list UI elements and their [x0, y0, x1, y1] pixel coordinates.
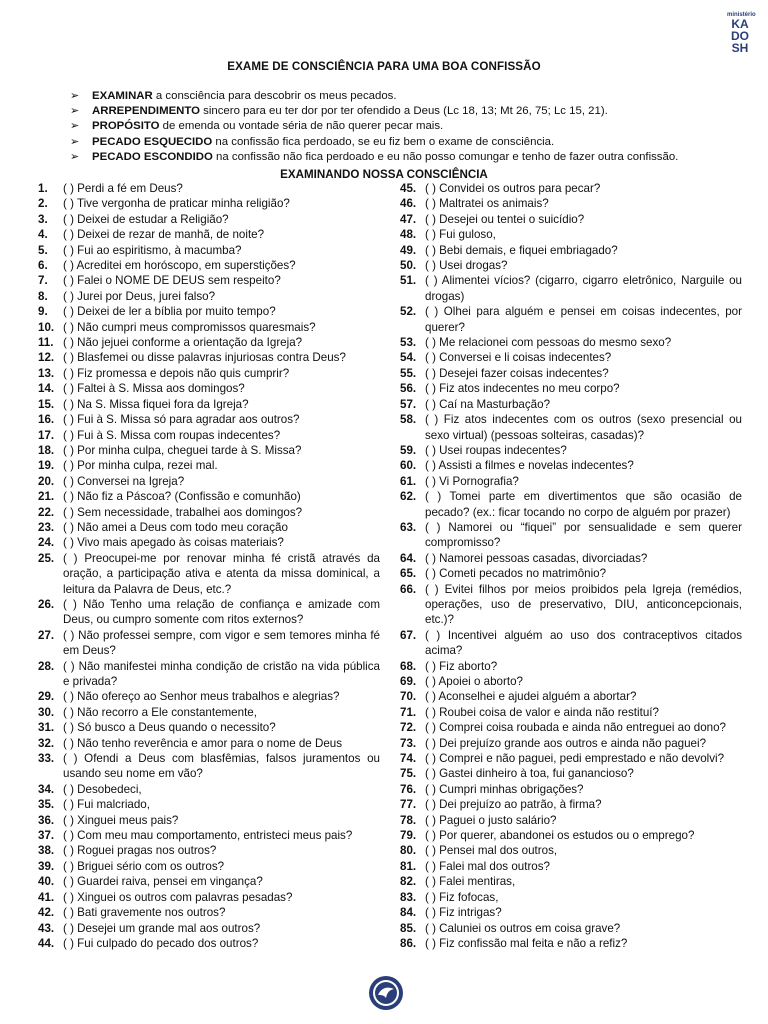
- question-text: ( ) Fui malcriado,: [63, 798, 150, 812]
- question-text: ( ) Dei prejuízo grande aos outros e ainda não paguei?: [425, 736, 707, 750]
- question-text: ( ) Só busco a Deus quando o necessito?: [63, 721, 276, 735]
- question-number: 60.: [400, 459, 417, 473]
- question-text: ( ) Fui guloso,: [425, 228, 496, 242]
- question-item: [400, 705, 742, 720]
- question-number: 83.: [400, 890, 417, 904]
- question-number: 75.: [400, 767, 417, 781]
- question-text: ( ) Jurei por Deus, jurei falso?: [63, 289, 216, 303]
- question-item: [38, 813, 380, 828]
- question-number: 70.: [400, 690, 417, 704]
- question-number: 73.: [400, 736, 417, 750]
- question-number: 2.: [38, 197, 48, 211]
- question-item: [400, 350, 742, 365]
- question-item: [400, 212, 742, 227]
- question-text: ( ) Desejei ou tentei o suicídio?: [425, 212, 585, 226]
- section-subtitle: EXAMINANDO NOSSA CONSCIÊNCIA: [280, 168, 488, 181]
- question-text: ( ) Apoiei o aborto?: [425, 675, 523, 688]
- question-text: ( ) Fiz confissão mal feita e não a refiz?: [425, 936, 628, 950]
- question-text: ( ) Fiz atos indecentes com os outros (sexo presencial ou sexo virtual) (pessoas solteiras, casadas)?: [425, 413, 742, 442]
- question-item: [38, 659, 380, 690]
- question-item: [38, 936, 380, 951]
- page-title: EXAME DE CONSCIÊNCIA PARA UMA BOA CONFISSÃO: [227, 60, 541, 73]
- question-text: ( ) Não manifestei minha condição de cristão na vida pública e privada?: [63, 659, 380, 688]
- intro-item-text: sincero para eu ter dor por ter ofendido a Deus (Lc 18, 13; Mt 26, 75; Lc 15, 21).: [200, 105, 608, 118]
- question-text: ( ) Caí na Masturbação?: [425, 397, 551, 411]
- question-text: ( ) Fui ao espiritismo, à macumba?: [63, 243, 242, 257]
- question-text: ( ) Sem necessidade, trabalhei aos domingos?: [63, 505, 303, 519]
- intro-item-text: a consciência para descobrir os meus pecados.: [152, 90, 397, 102]
- question-number: 56.: [400, 382, 417, 396]
- question-text: ( ) Guardei raiva, pensei em vingança?: [63, 875, 263, 889]
- question-item: [38, 843, 380, 858]
- question-text: ( ) Incentivei alguém ao uso dos contraceptivos citados acima?: [425, 628, 742, 658]
- question-text: ( ) Faltei à S. Missa aos domingos?: [63, 382, 245, 396]
- question-number: 10.: [38, 320, 55, 334]
- intro-item-keyword: PROPÓSITO: [92, 120, 160, 133]
- question-item: [38, 397, 380, 412]
- question-item: [38, 705, 380, 720]
- question-number: 20.: [38, 474, 55, 488]
- question-item: [38, 212, 380, 227]
- question-number: 37.: [38, 829, 55, 843]
- question-number: 23.: [38, 520, 55, 534]
- question-item: [38, 921, 380, 936]
- question-item: [38, 751, 380, 782]
- question-text: ( ) Não fiz a Páscoa? (Confissão e comunhão): [63, 490, 301, 504]
- logo-row-2: DO: [731, 29, 749, 43]
- question-item: [38, 381, 380, 396]
- question-text: ( ) Deixei de estudar a Religião?: [63, 212, 229, 226]
- intro-item: [70, 135, 720, 150]
- intro-item: [70, 104, 720, 119]
- question-number: 19.: [38, 459, 55, 473]
- question-item: [400, 397, 742, 412]
- question-number: 67.: [400, 628, 417, 642]
- question-text: ( ) Fiz fofocas,: [425, 890, 499, 904]
- question-number: 35.: [38, 798, 55, 812]
- question-number: 46.: [400, 197, 417, 211]
- intro-item-keyword: PECADO ESQUECIDO: [92, 135, 213, 148]
- arrow-bullet-icon: ➢: [70, 135, 80, 148]
- question-item: [400, 582, 742, 628]
- question-number: 57.: [400, 397, 417, 411]
- question-number: 62.: [400, 490, 417, 504]
- question-number: 14.: [38, 382, 55, 396]
- question-number: 18.: [38, 443, 55, 457]
- question-item: [38, 905, 380, 920]
- question-number: 78.: [400, 813, 417, 827]
- question-item: [400, 489, 742, 520]
- question-item: [38, 443, 380, 458]
- question-number: 30.: [38, 705, 55, 719]
- question-text: ( ) Vivo mais apegado às coisas materiais?: [63, 536, 284, 550]
- question-text: ( ) Me relacionei com pessoas do mesmo sexo?: [425, 336, 672, 350]
- question-number: 42.: [38, 906, 55, 920]
- question-number: 84.: [400, 906, 417, 920]
- question-number: 79.: [400, 829, 417, 843]
- question-item: [400, 474, 742, 489]
- question-item: [38, 227, 380, 242]
- question-item: [400, 751, 742, 766]
- question-text: ( ) Fui à S. Missa com roupas indecentes?: [63, 428, 281, 442]
- question-number: 24.: [38, 536, 55, 550]
- question-text: ( ) Vi Pornografia?: [425, 474, 519, 488]
- question-item: [400, 196, 742, 211]
- question-item: [400, 674, 742, 689]
- intro-item-keyword: ARREPENDIMENTO: [92, 105, 201, 118]
- question-item: [400, 720, 742, 735]
- question-item: [400, 258, 742, 273]
- question-number: 66.: [400, 582, 417, 596]
- question-number: 8.: [38, 289, 48, 303]
- logo-row-3: SH: [731, 41, 749, 55]
- intro-item-keyword: EXAMINAR: [92, 90, 153, 102]
- question-text: ( ) Não jejuei conforme a orientação da Igreja?: [63, 336, 303, 350]
- question-item: [400, 443, 742, 458]
- question-text: ( ) Perdi a fé em Deus?: [63, 182, 183, 195]
- question-text: ( ) Usei roupas indecentes?: [425, 443, 567, 457]
- question-number: 6.: [38, 259, 48, 273]
- question-item: [400, 458, 742, 473]
- question-item: [400, 181, 742, 196]
- question-number: 69.: [400, 675, 417, 688]
- question-number: 80.: [400, 844, 417, 858]
- question-item: [400, 659, 742, 674]
- intro-item-text: na confissão não fica perdoado e eu não posso comungar e tenho de fazer outra confissão.: [212, 150, 679, 163]
- question-text: ( ) Não Tenho uma relação de confiança e amizade com Deus, ou cumpro somente com ritos externos?: [63, 597, 380, 627]
- question-number: 32.: [38, 736, 55, 750]
- question-item: [38, 597, 380, 628]
- question-number: 85.: [400, 921, 417, 935]
- question-text: ( ) Não recorro a Ele constantemente,: [63, 705, 257, 719]
- question-number: 77.: [400, 798, 417, 812]
- question-item: [38, 782, 380, 797]
- question-number: 29.: [38, 690, 55, 704]
- question-text: ( ) Desejei um grande mal aos outros?: [63, 921, 261, 935]
- question-item: [38, 535, 380, 550]
- question-text: ( ) Comprei coisa roubada e ainda não entreguei ao dono?: [425, 721, 726, 735]
- question-text: ( ) Convidei os outros para pecar?: [425, 182, 601, 195]
- question-item: [400, 243, 742, 258]
- question-number: 31.: [38, 721, 55, 735]
- question-item: [38, 273, 380, 288]
- question-number: 25.: [38, 551, 55, 565]
- question-number: 47.: [400, 212, 417, 226]
- question-number: 81.: [400, 859, 417, 873]
- intro-item: [70, 119, 720, 134]
- question-text: ( ) Evitei filhos por meios proibidos pela Igreja (remédios, operações, uso de preservativo, DIU, anticoncepcionais, etc.)?: [425, 582, 742, 627]
- question-number: 71.: [400, 705, 417, 719]
- question-text: ( ) Falei mal dos outros?: [425, 859, 551, 873]
- question-text: ( ) Fiz promessa e depois não quis cumprir?: [63, 366, 290, 380]
- question-list-right: [400, 181, 742, 951]
- question-text: ( ) Não tenho reverência e amor para o nome de Deus: [63, 736, 343, 750]
- arrow-bullet-icon: ➢: [70, 90, 80, 102]
- question-number: 86.: [400, 936, 417, 950]
- question-text: ( ) Gastei dinheiro à toa, fui ganancioso?: [425, 767, 634, 781]
- question-item: [38, 335, 380, 350]
- question-item: [400, 304, 742, 335]
- question-text: ( ) Não professei sempre, com vigor e sem temores minha fé em Deus?: [63, 628, 380, 658]
- intro-list: [70, 89, 720, 165]
- question-number: 50.: [400, 259, 417, 273]
- ministry-logo: [725, 12, 755, 58]
- intro-item: [70, 89, 720, 104]
- question-text: ( ) Dei prejuízo ao patrão, à firma?: [425, 798, 602, 812]
- question-item: [400, 412, 742, 443]
- question-text: ( ) Não ofereço ao Senhor meus trabalhos e alegrias?: [63, 690, 340, 704]
- arrow-bullet-icon: ➢: [70, 150, 80, 163]
- question-item: [400, 890, 742, 905]
- question-number: 9.: [38, 305, 48, 319]
- question-text: ( ) Aconselhei e ajudei alguém a abortar?: [425, 690, 637, 704]
- question-text: ( ) Cometi pecados no matrimônio?: [425, 567, 607, 581]
- question-text: ( ) Na S. Missa fiquei fora da Igreja?: [63, 397, 249, 411]
- question-item: [38, 289, 380, 304]
- question-item: [400, 905, 742, 920]
- intro-item-text: na confissão fica perdoado, se eu fiz bem o exame de consciência.: [212, 135, 555, 148]
- question-item: [400, 628, 742, 659]
- logo-small-text: ministério: [727, 12, 756, 18]
- question-item: [400, 874, 742, 889]
- question-item: [400, 797, 742, 812]
- question-item: [400, 366, 742, 381]
- question-item: [38, 828, 380, 843]
- question-text: ( ) Briguei sério com os outros?: [63, 859, 225, 873]
- question-number: 59.: [400, 443, 417, 457]
- question-item: [400, 936, 742, 951]
- question-text: ( ) Conversei e li coisas indecentes?: [425, 351, 612, 365]
- question-number: 65.: [400, 567, 417, 581]
- question-item: [400, 227, 742, 242]
- question-item: [400, 843, 742, 858]
- question-item: [38, 304, 380, 319]
- question-number: 55.: [400, 366, 417, 380]
- question-text: ( ) Tive vergonha de praticar minha religião?: [63, 197, 290, 211]
- question-text: ( ) Desejei fazer coisas indecentes?: [425, 366, 609, 380]
- question-number: 74.: [400, 752, 417, 766]
- question-text: ( ) Comprei e não paguei, pedi emprestado e não devolvi?: [425, 752, 725, 766]
- question-number: 54.: [400, 351, 417, 365]
- question-text: ( ) Roguei pragas nos outros?: [63, 844, 217, 858]
- question-text: ( ) Xinguei meus pais?: [63, 813, 179, 827]
- question-item: [400, 859, 742, 874]
- question-number: 5.: [38, 243, 48, 257]
- question-number: 22.: [38, 505, 55, 519]
- question-text: ( ) Deixei de rezar de manhã, de noite?: [63, 228, 265, 242]
- question-item: [38, 196, 380, 211]
- question-number: 16.: [38, 413, 55, 427]
- question-item: [38, 458, 380, 473]
- question-number: 3.: [38, 212, 48, 226]
- question-item: [38, 797, 380, 812]
- question-number: 51.: [400, 274, 417, 288]
- question-item: [38, 489, 380, 504]
- question-number: 64.: [400, 551, 417, 565]
- question-text: ( ) Pensei mal dos outros,: [425, 844, 558, 858]
- question-number: 76.: [400, 782, 417, 796]
- question-text: ( ) Bebi demais, e fiquei embriagado?: [425, 243, 618, 257]
- question-text: ( ) Blasfemei ou disse palavras injuriosas contra Deus?: [63, 351, 346, 365]
- question-text: ( ) Fiz intrigas?: [425, 906, 502, 920]
- question-number: 17.: [38, 428, 55, 442]
- question-number: 40.: [38, 875, 55, 889]
- question-item: [400, 782, 742, 797]
- question-number: 27.: [38, 628, 55, 642]
- question-item: [38, 412, 380, 427]
- question-number: 33.: [38, 752, 55, 766]
- question-item: [38, 890, 380, 905]
- intro-item-keyword: PECADO ESCONDIDO: [92, 150, 213, 163]
- question-text: ( ) Por querer, abandonei os estudos ou o emprego?: [425, 829, 695, 843]
- question-number: 26.: [38, 597, 55, 611]
- question-text: ( ) Maltratei os animais?: [425, 197, 549, 211]
- question-text: ( ) Preocupei-me por renovar minha fé cristã através da oração, a participação ativa e atenta da missa dominical, a leitura da Palavra de Deus, etc.?: [63, 551, 380, 596]
- question-number: 15.: [38, 397, 55, 411]
- question-text: ( ) Fui culpado do pecado dos outros?: [63, 936, 259, 950]
- arrow-bullet-icon: ➢: [70, 120, 80, 133]
- question-item: [400, 689, 742, 704]
- question-item: [38, 320, 380, 335]
- question-text: ( ) Acreditei em horóscopo, em superstições?: [63, 259, 296, 273]
- question-item: [38, 243, 380, 258]
- question-item: [400, 766, 742, 781]
- question-number: 13.: [38, 366, 55, 380]
- question-text: ( ) Não amei a Deus com todo meu coração: [63, 520, 288, 534]
- question-item: [38, 505, 380, 520]
- question-item: [38, 520, 380, 535]
- question-number: 53.: [400, 336, 417, 350]
- question-item: [400, 273, 742, 304]
- question-text: ( ) Deixei de ler a bíblia por muito tempo?: [63, 305, 276, 319]
- question-item: [38, 474, 380, 489]
- dove-emblem-icon: [369, 976, 403, 1010]
- question-text: ( ) Fui à S. Missa só para agradar aos outros?: [63, 413, 300, 427]
- intro-item: [70, 150, 720, 165]
- question-number: 1.: [38, 182, 48, 195]
- question-item: [38, 350, 380, 365]
- question-number: 38.: [38, 844, 55, 858]
- question-number: 44.: [38, 936, 55, 950]
- question-text: ( ) Alimentei vícios? (cigarro, cigarro eletrônico, Narguile ou drogas): [425, 274, 742, 303]
- question-number: 82.: [400, 875, 417, 889]
- question-item: [38, 720, 380, 735]
- question-list-left: [38, 181, 380, 951]
- question-number: 52.: [400, 305, 417, 319]
- logo-row-1: KA: [731, 17, 749, 31]
- question-text: ( ) Fiz aborto?: [425, 659, 498, 673]
- question-text: ( ) Não cumpri meus compromissos quaresmais?: [63, 320, 316, 334]
- question-text: ( ) Falei o NOME DE DEUS sem respeito?: [63, 274, 281, 288]
- question-number: 4.: [38, 228, 48, 242]
- question-text: ( ) Roubei coisa de valor e ainda não restituí?: [425, 705, 659, 719]
- question-number: 11.: [38, 336, 54, 350]
- question-number: 21.: [38, 490, 55, 504]
- question-number: 28.: [38, 659, 55, 673]
- question-text: ( ) Paguei o justo salário?: [425, 813, 557, 827]
- question-item: [400, 813, 742, 828]
- question-number: 12.: [38, 351, 55, 365]
- intro-item-text: de emenda ou vontade séria de não querer pecar mais.: [159, 120, 444, 133]
- question-text: ( ) Namorei ou “fiquei” por sensualidade e sem querer compromisso?: [425, 520, 742, 550]
- question-item: [38, 628, 380, 659]
- question-item: [38, 428, 380, 443]
- question-item: [400, 551, 742, 566]
- question-text: ( ) Por minha culpa, cheguei tarde à S. Missa?: [63, 443, 302, 457]
- question-text: ( ) Com meu mau comportamento, entristeci meus pais?: [63, 829, 353, 843]
- question-text: ( ) Olhei para alguém e pensei em coisas indecentes, por querer?: [425, 305, 742, 334]
- question-text: ( ) Bati gravemente nos outros?: [63, 906, 226, 920]
- question-number: 68.: [400, 659, 417, 673]
- question-item: [38, 366, 380, 381]
- question-text: ( ) Caluniei os outros em coisa grave?: [425, 921, 621, 935]
- question-number: 58.: [400, 413, 417, 427]
- question-item: [38, 551, 380, 597]
- question-item: [400, 736, 742, 751]
- question-text: ( ) Falei mentiras,: [425, 875, 516, 889]
- question-item: [38, 181, 380, 196]
- question-number: 43.: [38, 921, 55, 935]
- question-text: ( ) Cumpri minhas obrigações?: [425, 782, 584, 796]
- question-number: 45.: [400, 182, 417, 195]
- question-item: [38, 874, 380, 889]
- arrow-bullet-icon: ➢: [70, 105, 80, 118]
- question-text: ( ) Assisti a filmes e novelas indecentes?: [425, 459, 634, 473]
- question-number: 34.: [38, 782, 55, 796]
- question-item: [400, 381, 742, 396]
- question-number: 39.: [38, 859, 55, 873]
- question-number: 7.: [38, 274, 48, 288]
- question-text: ( ) Ofendi a Deus com blasfêmias, falsos juramentos ou usando seu nome em vão?: [63, 752, 380, 781]
- question-text: ( ) Usei drogas?: [425, 259, 508, 273]
- question-item: [400, 335, 742, 350]
- question-item: [400, 520, 742, 551]
- question-text: ( ) Xinguei os outros com palavras pesadas?: [63, 890, 293, 904]
- question-item: [38, 736, 380, 751]
- question-number: 49.: [400, 243, 417, 257]
- question-number: 48.: [400, 228, 417, 242]
- question-number: 41.: [38, 890, 55, 904]
- question-item: [400, 921, 742, 936]
- question-number: 36.: [38, 813, 55, 827]
- question-text: ( ) Fiz atos indecentes no meu corpo?: [425, 382, 620, 396]
- question-item: [38, 689, 380, 704]
- question-text: ( ) Conversei na Igreja?: [63, 474, 185, 488]
- question-number: 61.: [400, 474, 417, 488]
- question-text: ( ) Tomei parte em divertimentos que são ocasião de pecado? (ex.: ficar tocando no corpo de alguém por prazer): [425, 490, 742, 519]
- question-item: [38, 859, 380, 874]
- question-text: ( ) Por minha culpa, rezei mal.: [63, 459, 218, 473]
- question-number: 63.: [400, 520, 417, 534]
- question-text: ( ) Desobedeci,: [63, 782, 142, 796]
- question-number: 72.: [400, 721, 417, 735]
- question-item: [400, 566, 742, 581]
- question-item: [400, 828, 742, 843]
- question-item: [38, 258, 380, 273]
- question-text: ( ) Namorei pessoas casadas, divorciadas?: [425, 551, 648, 565]
